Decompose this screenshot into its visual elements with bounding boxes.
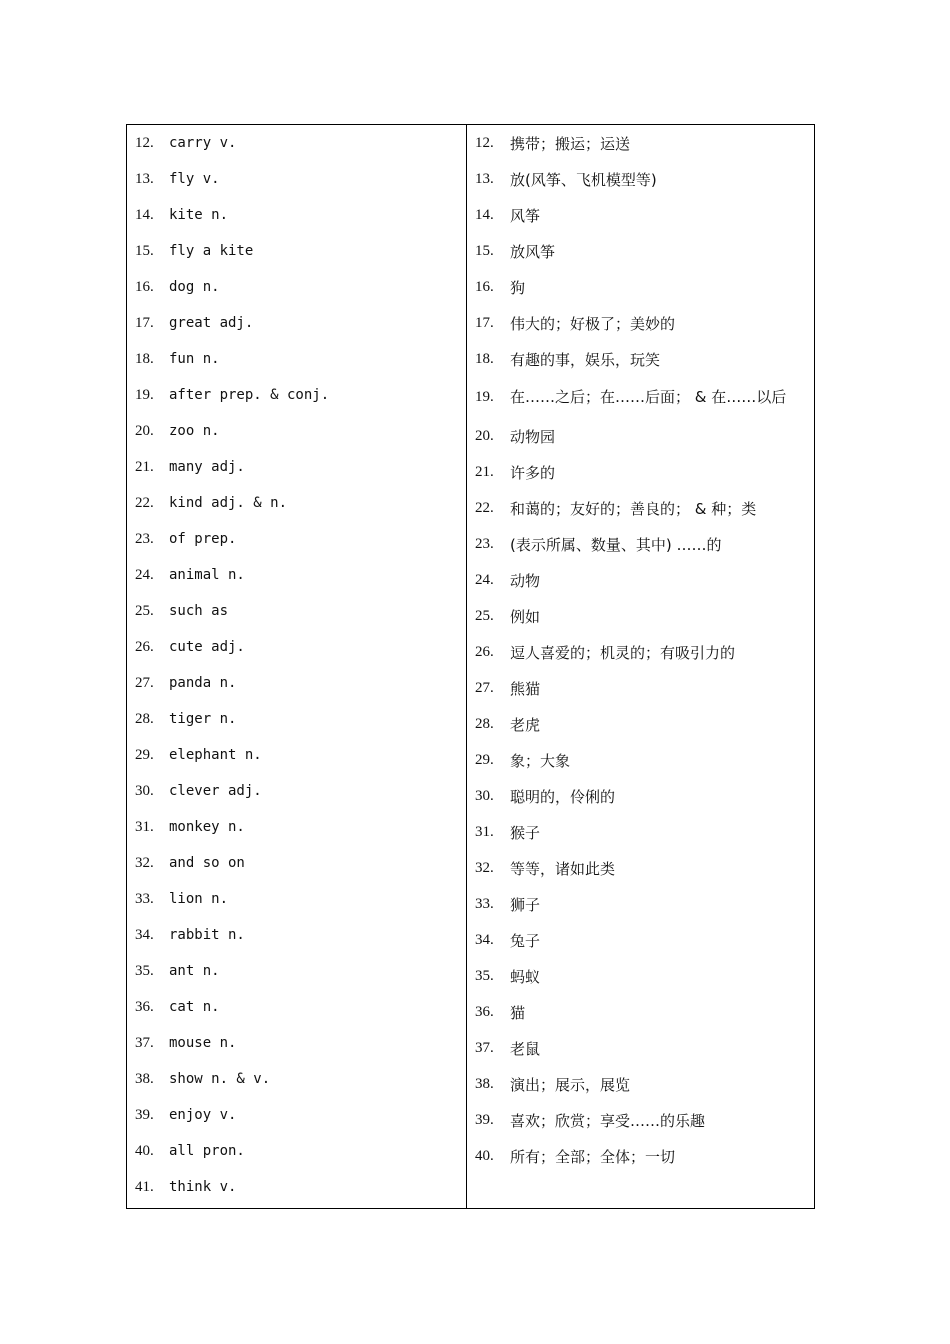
chinese-meaning-entry-number: 21.	[475, 463, 494, 480]
english-word-entry-text: many adj.	[169, 459, 245, 475]
chinese-meaning-entry	[475, 1066, 810, 1102]
chinese-meaning-entry	[475, 1138, 810, 1174]
chinese-meaning-entry	[475, 634, 810, 670]
english-word-entry	[135, 917, 460, 953]
english-word-entry	[135, 773, 460, 809]
english-word-entry-text: tiger n.	[169, 711, 237, 727]
english-word-entry-number: 13.	[135, 170, 154, 187]
chinese-meaning-entry	[475, 125, 810, 161]
chinese-meaning-entry	[475, 454, 810, 490]
chinese-meaning-entry	[475, 490, 810, 526]
english-word-entry-number: 18.	[135, 350, 154, 367]
english-word-entry	[135, 341, 460, 377]
chinese-meaning-entry	[475, 269, 810, 305]
english-word-entry-number: 14.	[135, 206, 154, 223]
english-word-entry	[135, 269, 460, 305]
english-word-entry-number: 20.	[135, 422, 154, 439]
chinese-meaning-entry-number: 12.	[475, 134, 494, 151]
vocabulary-table	[126, 124, 815, 1209]
chinese-meaning-entry	[475, 1030, 810, 1066]
chinese-meaning-entry-number: 34.	[475, 931, 494, 948]
english-word-entry	[135, 953, 460, 989]
chinese-meaning-entry-number: 29.	[475, 751, 494, 768]
chinese-meaning-entry-number: 18.	[475, 350, 494, 367]
english-word-entry-text: clever adj.	[169, 783, 262, 799]
english-word-entry-number: 36.	[135, 998, 154, 1015]
chinese-meaning-entry-text: 等等，诸如此类	[510, 859, 616, 878]
english-word-entry-number: 25.	[135, 602, 154, 619]
english-word-entry-number: 34.	[135, 926, 154, 943]
chinese-meaning-entry-number: 16.	[475, 278, 494, 295]
chinese-meaning-entry-text: 演出；展示，展览	[510, 1075, 631, 1094]
english-word-entry-text: carry v.	[169, 135, 237, 151]
english-word-entry-text: fun n.	[169, 351, 220, 367]
english-word-entry-number: 27.	[135, 674, 154, 691]
english-word-entry	[135, 161, 460, 197]
chinese-meaning-entry-text: 放(风筝、飞机模型等)	[510, 170, 657, 189]
chinese-meaning-entry-text: 狗	[510, 278, 526, 297]
english-word-entry	[135, 989, 460, 1025]
chinese-meaning-entry	[475, 670, 810, 706]
chinese-meaning-entry-number: 40.	[475, 1147, 494, 1164]
chinese-meaning-entry	[475, 922, 810, 958]
chinese-meaning-entry-number: 23.	[475, 535, 494, 552]
chinese-meaning-entry-text: 老虎	[510, 715, 541, 734]
chinese-meaning-entry-text: 蚂蚁	[510, 967, 541, 986]
chinese-meaning-entry	[475, 886, 810, 922]
english-word-entry-text: kite n.	[169, 207, 229, 223]
english-word-entry	[135, 737, 460, 773]
english-word-entry-text: zoo n.	[169, 423, 220, 439]
english-word-entry	[135, 1061, 460, 1097]
chinese-meaning-entry-text: 动物	[510, 571, 541, 590]
english-word-entry-text: cat n.	[169, 999, 220, 1015]
english-word-entry	[135, 557, 460, 593]
english-word-entry-text: such as	[169, 603, 229, 619]
chinese-meaning-entry-text: 聪明的，伶俐的	[510, 787, 616, 806]
english-word-entry	[135, 305, 460, 341]
english-word-entry	[135, 845, 460, 881]
english-word-entry-text: kind adj. & n.	[169, 495, 288, 511]
chinese-meaning-entry	[475, 418, 810, 454]
chinese-meaning-entry-number: 25.	[475, 607, 494, 624]
english-word-entry	[135, 881, 460, 917]
english-word-entry-number: 38.	[135, 1070, 154, 1087]
chinese-meaning-entry-text: (表示所属、数量、其中) ……的	[510, 535, 722, 554]
chinese-meaning-entry-number: 32.	[475, 859, 494, 876]
chinese-meaning-entry-number: 22.	[475, 499, 494, 516]
chinese-meaning-entry-text: 许多的	[510, 463, 556, 482]
chinese-meaning-entry-text: 放风筝	[510, 242, 556, 261]
chinese-meaning-entry-number: 27.	[475, 679, 494, 696]
chinese-meaning-entry-number: 17.	[475, 314, 494, 331]
english-word-entry	[135, 1169, 460, 1205]
english-word-entry-number: 41.	[135, 1178, 154, 1195]
chinese-meaning-entry-number: 20.	[475, 427, 494, 444]
chinese-meaning-entry-text: 象；大象	[510, 751, 571, 770]
english-word-entry-text: think v.	[169, 1179, 237, 1195]
english-word-entry-text: elephant n.	[169, 747, 262, 763]
english-word-entry-text: show n. & v.	[169, 1071, 271, 1087]
chinese-meaning-entry-number: 37.	[475, 1039, 494, 1056]
english-word-entry-number: 39.	[135, 1106, 154, 1123]
english-word-entry	[135, 629, 460, 665]
chinese-meaning-entry	[475, 994, 810, 1030]
english-word-entry-number: 19.	[135, 386, 154, 403]
english-word-entry-number: 40.	[135, 1142, 154, 1159]
chinese-meaning-entry	[475, 598, 810, 634]
chinese-meaning-entry-text: 在……之后；在……后面； & 在……以后	[510, 388, 787, 406]
english-word-entry-number: 24.	[135, 566, 154, 583]
english-word-entry-text: ant n.	[169, 963, 220, 979]
chinese-meaning-entry-number: 24.	[475, 571, 494, 588]
english-word-entry-text: enjoy v.	[169, 1107, 237, 1123]
chinese-meaning-entry	[475, 377, 810, 418]
english-word-entry	[135, 1025, 460, 1061]
english-word-entry	[135, 413, 460, 449]
chinese-meaning-entry-text: 有趣的事，娱乐，玩笑	[510, 350, 661, 369]
english-word-entry	[135, 1133, 460, 1169]
english-word-entry-number: 32.	[135, 854, 154, 871]
chinese-meaning-entry-text: 喜欢；欣赏；享受……的乐趣	[510, 1111, 706, 1130]
chinese-meaning-entry	[475, 341, 810, 377]
english-word-entry-text: fly a kite	[169, 243, 254, 259]
chinese-meaning-entry	[475, 958, 810, 994]
english-word-entry-text: panda n.	[169, 675, 237, 691]
chinese-meaning-entry-text: 所有；全部；全体；一切	[510, 1147, 676, 1166]
english-word-entry	[135, 449, 460, 485]
chinese-meaning-entry-number: 35.	[475, 967, 494, 984]
chinese-meaning-entry	[475, 305, 810, 341]
english-word-entry	[135, 1097, 460, 1133]
english-word-entry-number: 23.	[135, 530, 154, 547]
chinese-meaning-entry-number: 28.	[475, 715, 494, 732]
chinese-meaning-entry	[475, 161, 810, 197]
english-word-entry-number: 16.	[135, 278, 154, 295]
chinese-meaning-entry-text: 伟大的；好极了；美妙的	[510, 314, 676, 333]
chinese-meaning-entry-text: 携带；搬运；运送	[510, 134, 631, 153]
english-word-entry-number: 33.	[135, 890, 154, 907]
chinese-meaning-entry-text: 熊猫	[510, 679, 541, 698]
chinese-meaning-entry	[475, 197, 810, 233]
english-word-entry-number: 28.	[135, 710, 154, 727]
chinese-meaning-entry-text: 例如	[510, 607, 541, 626]
chinese-meaning-entry	[475, 814, 810, 850]
chinese-meaning-entry-text: 风筝	[510, 206, 541, 225]
english-word-entry-number: 21.	[135, 458, 154, 475]
english-word-entry-text: mouse n.	[169, 1035, 237, 1051]
english-word-entry-number: 29.	[135, 746, 154, 763]
english-word-entry	[135, 485, 460, 521]
english-word-entry-number: 22.	[135, 494, 154, 511]
chinese-meaning-entry-number: 36.	[475, 1003, 494, 1020]
english-word-entry-text: animal n.	[169, 567, 245, 583]
chinese-meaning-entry-text: 兔子	[510, 931, 541, 950]
english-word-entry-number: 30.	[135, 782, 154, 799]
english-word-entry-text: great adj.	[169, 315, 254, 331]
english-word-entry-text: monkey n.	[169, 819, 245, 835]
english-word-entry-number: 26.	[135, 638, 154, 655]
chinese-meaning-entry-text: 动物园	[510, 427, 556, 446]
chinese-meaning-entry-number: 39.	[475, 1111, 494, 1128]
chinese-meaning-entry-number: 30.	[475, 787, 494, 804]
english-word-entry	[135, 701, 460, 737]
chinese-meaning-entry-number: 38.	[475, 1075, 494, 1092]
english-word-entry-text: all pron.	[169, 1143, 245, 1159]
chinese-meanings-column	[475, 125, 810, 1174]
chinese-meaning-entry-text: 猴子	[510, 823, 541, 842]
chinese-meaning-entry-text: 狮子	[510, 895, 541, 914]
chinese-meaning-entry	[475, 233, 810, 269]
english-word-entry-number: 31.	[135, 818, 154, 835]
chinese-meaning-entry-text: 和蔼的；友好的；善良的； & 种；类	[510, 499, 757, 518]
chinese-meaning-entry	[475, 1102, 810, 1138]
english-word-entry	[135, 125, 460, 161]
english-word-entry	[135, 233, 460, 269]
chinese-meaning-entry	[475, 706, 810, 742]
chinese-meaning-entry	[475, 742, 810, 778]
english-word-entry	[135, 665, 460, 701]
english-word-entry-number: 37.	[135, 1034, 154, 1051]
english-words-column	[135, 125, 460, 1205]
chinese-meaning-entry	[475, 562, 810, 598]
english-word-entry-text: fly v.	[169, 171, 220, 187]
chinese-meaning-entry-number: 31.	[475, 823, 494, 840]
english-word-entry	[135, 377, 460, 413]
english-word-entry-number: 35.	[135, 962, 154, 979]
chinese-meaning-entry-text: 猫	[510, 1003, 526, 1022]
english-word-entry-text: lion n.	[169, 891, 229, 907]
english-word-entry	[135, 809, 460, 845]
chinese-meaning-entry	[475, 526, 810, 562]
english-word-entry	[135, 593, 460, 629]
english-word-entry-number: 17.	[135, 314, 154, 331]
chinese-meaning-entry	[475, 850, 810, 886]
chinese-meaning-entry-number: 15.	[475, 242, 494, 259]
english-word-entry-text: after prep. & conj.	[169, 387, 330, 403]
english-word-entry	[135, 197, 460, 233]
chinese-meaning-entry-number: 13.	[475, 170, 494, 187]
english-word-entry-text: of prep.	[169, 531, 237, 547]
english-word-entry-text: rabbit n.	[169, 927, 245, 943]
chinese-meaning-entry-text: 老鼠	[510, 1039, 541, 1058]
column-divider	[466, 125, 467, 1208]
chinese-meaning-entry	[475, 778, 810, 814]
chinese-meaning-entry-number: 33.	[475, 895, 494, 912]
english-word-entry-number: 15.	[135, 242, 154, 259]
english-word-entry-text: dog n.	[169, 279, 220, 295]
chinese-meaning-entry-number: 19.	[475, 389, 494, 405]
english-word-entry-number: 12.	[135, 134, 154, 151]
english-word-entry-text: and so on	[169, 855, 245, 871]
chinese-meaning-entry-text: 逗人喜爱的；机灵的；有吸引力的	[510, 643, 736, 662]
english-word-entry-text: cute adj.	[169, 639, 245, 655]
english-word-entry	[135, 521, 460, 557]
chinese-meaning-entry-number: 14.	[475, 206, 494, 223]
chinese-meaning-entry-number: 26.	[475, 643, 494, 660]
